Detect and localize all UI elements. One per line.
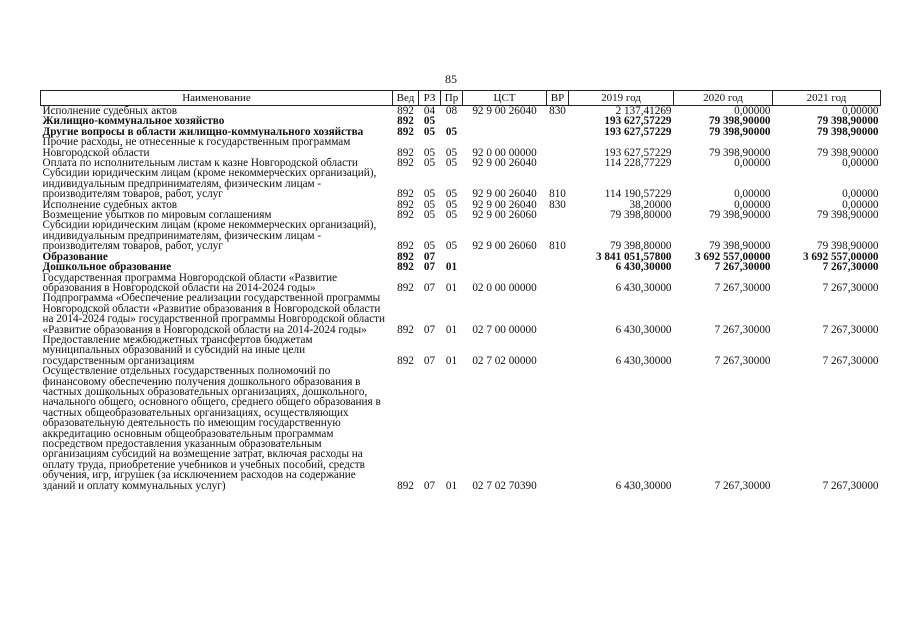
cell-2020: 7 267,30000 [714,479,771,492]
cell-2019: 6 430,30000 [615,261,672,274]
cell-ved: 892 [397,198,414,211]
cell-2019: 193 627,57229 [604,146,672,159]
cell-pr: 05 [445,146,458,159]
cell-cst: 92 9 00 26040 [472,105,537,117]
cell-vr [547,335,569,366]
cell-name: Возмещение убытков по мировым соглашениям [42,209,272,222]
cell-2021: 7 267,30000 [822,281,879,294]
cell-2021: 7 267,30000 [822,323,879,336]
cell-rz: 05 [423,125,436,138]
cell-2020: 0,00000 [734,157,771,170]
cell-vr [547,273,569,294]
cell-vr [547,262,569,272]
cell-rz: 05 [423,188,436,201]
cell-pr: 08 [445,105,458,117]
cell-2021: 0,00000 [842,157,879,170]
cell-cst [463,116,547,126]
table-row [41,220,881,251]
cell-pr: 05 [445,198,458,211]
cell-pr: 05 [445,157,458,170]
cell-cst [463,252,547,262]
cell-2019: 38,20000 [629,198,672,211]
cell-name: Прочие расходы, не отнесенные к государственным программам Новгородской области [42,136,351,159]
cell-name: Подпрограмма «Обеспечение реализации государственной программы Новгородской области «Развитие образования в Новгородской области на 2014-2024 годы» государственной программы Новгородской области «Развитие образования в Новгородской области на 2014-2024 годы» [42,292,386,336]
cell-cst: 92 9 00 26060 [472,209,537,222]
cell-2021: 79 398,90000 [816,125,879,138]
cell-2019: 193 627,57229 [604,115,672,128]
cell-pr: 05 [445,240,458,253]
cell-rz: 07 [423,323,436,336]
table-row [41,168,881,199]
cell-ved: 892 [397,323,414,336]
cell-ved: 892 [397,125,414,138]
page-number: 85 [445,72,457,86]
cell-vr: 830 [549,198,566,211]
cell-2019: 6 430,30000 [615,479,672,492]
table-row [41,262,881,272]
cell-cst: 02 7 02 00000 [472,354,537,367]
cell-2021: 79 398,90000 [816,115,879,128]
cell-name: Государственная программа Новгородской области «Развитие образования в Новгородской области на 2014-2024 годы» [42,271,338,294]
cell-rz: 05 [423,157,436,170]
cell-name: Исполнение судебных актов [42,105,178,117]
cell-name: Другие вопросы в области жилищно-коммунального хозяйства [42,125,364,138]
cell-2021: 3 692 557,00000 [802,250,879,263]
cell-vr [547,293,569,335]
cell-2021: 79 398,90000 [816,240,879,253]
cell-rz: 07 [423,354,436,367]
col-header-2021: 2021 год [773,91,881,106]
cell-2020: 79 398,90000 [708,125,771,138]
cell-2020: 7 267,30000 [714,281,771,294]
cell-2020: 79 398,90000 [708,115,771,128]
cell-pr: 01 [445,479,458,492]
cell-cst: 02 7 00 00000 [472,323,537,336]
col-header-rz: РЗ [419,91,441,106]
cell-cst: 92 9 00 26040 [472,198,537,211]
cell-2019: 79 398,80000 [609,209,672,222]
cell-ved: 892 [397,209,414,222]
cell-2021: 0,00000 [842,188,879,201]
table-row [41,293,881,335]
cell-name: Образование [42,250,108,263]
cell-2019: 6 430,30000 [615,323,672,336]
cell-2020: 7 267,30000 [714,354,771,367]
cell-ved: 892 [397,188,414,201]
cell-2020: 79 398,90000 [708,146,771,159]
table-header-row [41,91,881,106]
cell-rz: 05 [423,146,436,159]
cell-ved: 892 [397,354,414,367]
cell-ved: 892 [397,479,414,492]
cell-name: Дошкольное образование [42,261,172,274]
cell-cst: 92 9 00 26040 [472,188,537,201]
cell-2021: 7 267,30000 [822,354,879,367]
cell-2020: 79 398,90000 [708,209,771,222]
cell-rz: 07 [423,261,436,274]
cell-pr: 05 [445,188,458,201]
col-header-2019: 2019 год [569,91,674,106]
cell-name: Осуществление отдельных государственных полномочий по финансовому обеспечению получения дошкольного образования в частных дошкольных образовательных организациях, дошкольного, начального общего, основного общего, среднего общего образования в частных общеобразовательных организациях, осуществляющих образовательную деятельность по имеющим государственную аккредитацию основным общеобразовательным программам посредством предоставления указанным образовательным организациям субсидий на возмещение затрат, включая расходы на оплату труда, приобретение учебников и учебных пособий, средств обучения, игр, игрушек (за исключением расходов на содержание зданий и оплату коммунальных услуг) [42,365,381,492]
cell-vr [547,116,569,126]
cell-vr [547,210,569,220]
cell-2020: 7 267,30000 [714,323,771,336]
cell-pr: 05 [445,209,458,222]
col-header-name: Наименование [41,91,393,106]
cell-vr [547,137,569,158]
col-header-2020: 2020 год [674,91,773,106]
cell-2021: 7 267,30000 [822,261,879,274]
cell-ved: 892 [397,240,414,253]
cell-cst [463,127,547,137]
table-row [41,273,881,294]
cell-name: Жилищно-коммунальное хозяйство [42,115,225,128]
cell-cst: 92 0 00 00000 [472,146,537,159]
cell-vr: 830 [549,105,566,117]
cell-cst: 02 0 00 00000 [472,281,537,294]
table-row [41,366,881,491]
col-header-pr: Пр [441,91,463,106]
cell-2019: 114 190,57229 [604,188,672,201]
cell-name: Предоставление межбюджетных трансфертов бюджетам муниципальных образований и субсидий на иные цели государственным организациям [42,333,313,367]
cell-name: Субсидии юридическим лицам (кроме некоммерческих организаций), индивидуальным предпринимателям, физическим лицам - производителям товаров, работ, услуг [42,167,377,201]
cell-rz: 05 [423,198,436,211]
cell-ved: 892 [397,250,414,263]
cell-cst: 92 9 00 26060 [472,240,537,253]
cell-ved: 892 [397,105,414,117]
table-row [41,335,881,366]
cell-2020: 79 398,90000 [708,240,771,253]
cell-pr: 05 [445,125,458,138]
cell-ved: 892 [397,146,414,159]
cell-rz: 04 [423,105,436,117]
cell-2020: 0,00000 [734,188,771,201]
cell-2021: 79 398,90000 [816,146,879,159]
cell-pr: 01 [445,281,458,294]
cell-2019: 193 627,57229 [604,125,672,138]
cell-vr: 810 [549,188,566,201]
budget-table [40,90,881,491]
cell-2020: 3 692 557,00000 [694,250,771,263]
cell-ved: 892 [397,281,414,294]
cell-pr: 01 [445,261,458,274]
col-header-ved: Вед [393,91,419,106]
cell-rz: 05 [423,240,436,253]
table-row [41,137,881,158]
cell-cst: 92 9 00 26040 [472,157,537,170]
cell-rz: 07 [423,250,436,263]
cell-rz: 05 [423,209,436,222]
cell-vr [547,127,569,137]
cell-ved: 892 [397,115,414,128]
cell-2021: 79 398,90000 [816,209,879,222]
col-header-vr: ВР [547,91,569,106]
cell-vr [547,158,569,168]
cell-2019: 6 430,30000 [615,354,672,367]
cell-vr [547,366,569,491]
cell-ved: 892 [397,157,414,170]
cell-rz: 05 [423,115,436,128]
cell-ved: 892 [397,261,414,274]
cell-2021: 0,00000 [842,198,879,211]
cell-2019: 79 398,80000 [609,240,672,253]
cell-2019: 3 841 051,57800 [595,250,672,263]
cell-2021: 7 267,30000 [822,479,879,492]
cell-rz: 07 [423,281,436,294]
cell-2020: 7 267,30000 [714,261,771,274]
cell-vr [547,252,569,262]
col-header-cst: ЦСТ [463,91,547,106]
cell-name: Оплата по исполнительным листам к казне Новгородской области [42,157,358,170]
cell-cst: 02 7 02 70390 [472,479,537,492]
table-body [41,106,881,492]
cell-2020: 0,00000 [734,198,771,211]
cell-2020: 0,00000 [734,105,771,117]
cell-name: Субсидии юридическим лицам (кроме некоммерческих организаций), индивидуальным предпринимателям, физическим лицам - производителям товаров, работ, услуг [42,219,377,253]
cell-vr: 810 [549,240,566,253]
cell-pr: 01 [445,323,458,336]
cell-pr: 01 [445,354,458,367]
cell-cst [463,262,547,272]
cell-2019: 6 430,30000 [615,281,672,294]
cell-2019: 2 137,41269 [615,105,672,117]
cell-2021: 0,00000 [842,105,879,117]
cell-rz: 07 [423,479,436,492]
cell-2019: 114 228,77229 [604,157,672,170]
cell-name: Исполнение судебных актов [42,198,178,211]
